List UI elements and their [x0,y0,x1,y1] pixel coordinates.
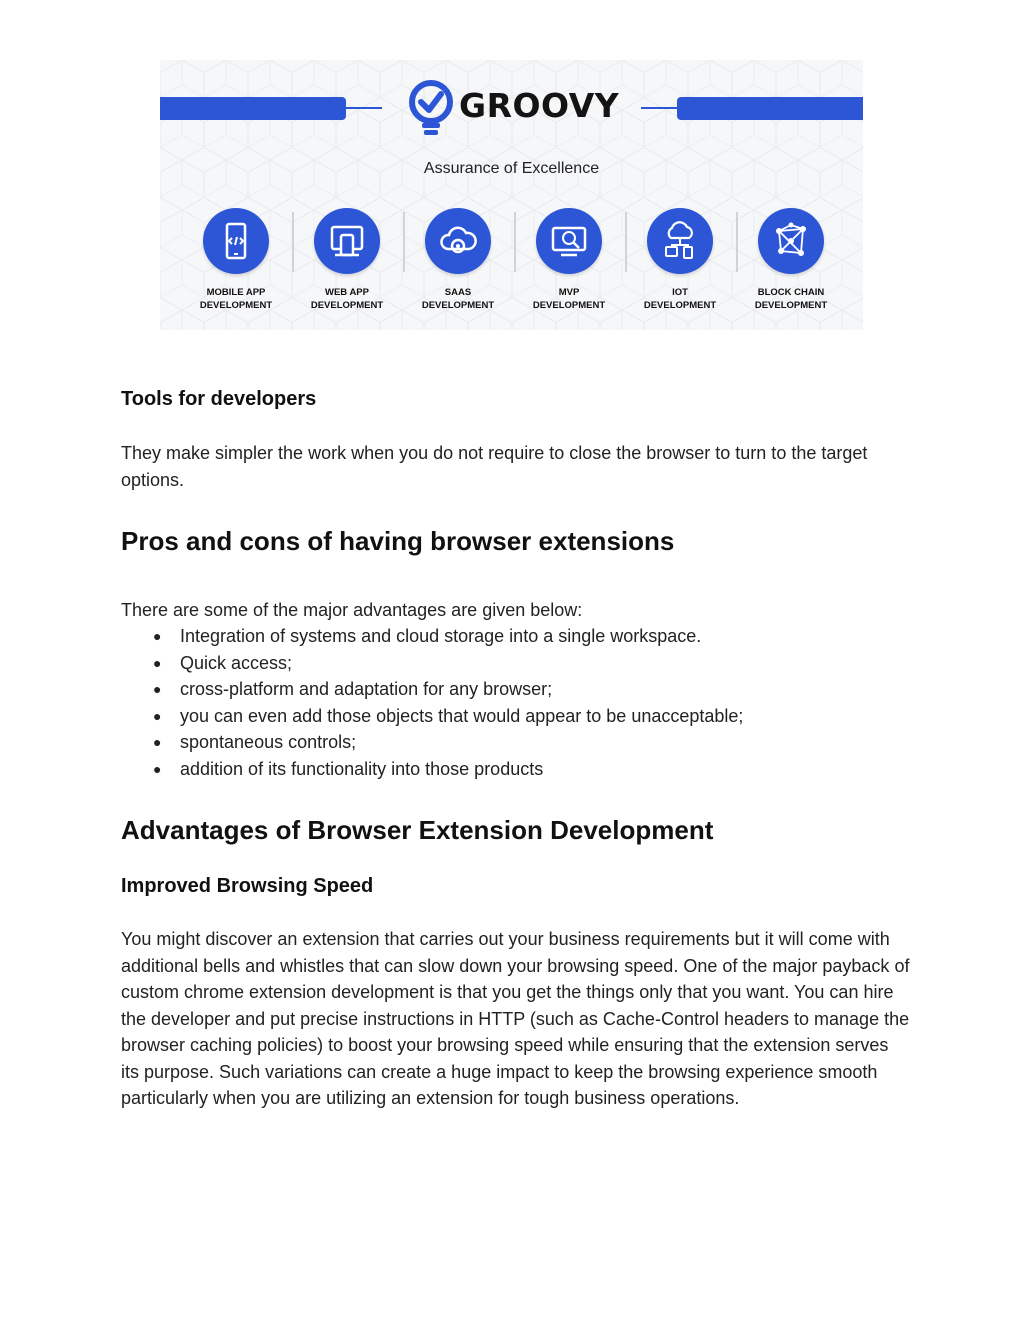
service-divider [736,212,738,272]
right-stripe-line [641,107,677,109]
lightbulb-check-icon [407,80,455,138]
service-web-app [301,208,393,312]
service-label: WEB APP DEVELOPMENT [310,287,384,311]
mobile-code-icon [216,221,256,261]
speed-paragraph: You might discover an extension that carries out your business requirements but it will come with additional bells and whistles that can slow down your browsing speed. One of the major payback of custom chrome extension development is that you get the things only that you want. You can hire the developer and put precise instructions in HTTP (such as Cache-Control headers to manage the browser caching policies) to boost your browsing speed while ensuring that the extension serves its purpose. Such variations can create a huge impact to keep the browsing experience smooth particularly when you are utilizing an extension for tough business operations. [121,929,910,1108]
right-stripe [677,97,863,120]
list-item: ● Integration of systems and cloud storage into a single workspace. [121,623,901,650]
bullet-icon: ● [153,654,162,671]
iot-cloud-icon [660,221,700,261]
bullet-icon: ● [153,734,162,750]
service-label: MOBILE APP DEVELOPMENT [199,287,273,311]
web-app-icon [327,221,367,261]
service-divider [403,212,405,272]
service-label: MVP DEVELOPMENT [532,287,606,311]
pros-intro: There are some of the major advantages are given below: [121,600,583,620]
service-mvp [523,208,615,312]
services-row [190,208,850,311]
service-divider [292,212,294,272]
service-icon-circle [425,208,491,274]
service-label: BLOCK CHAIN DEVELOPMENT [754,287,828,311]
list-item: ● Quick access; [121,650,901,677]
left-stripe-line [346,107,382,109]
speed-heading: Improved Browsing Speed [121,875,374,897]
list-item: ● you can even add those objects that would appear to be unacceptable; [121,703,901,730]
mvp-monitor-icon [549,221,589,261]
service-mobile-app [190,208,282,312]
bullet-icon: ● [153,707,162,724]
advantages-list [121,623,901,782]
service-icon-circle [758,208,824,274]
bullet-icon: ● [153,628,162,644]
list-item: ● spontaneous controls; [121,729,901,756]
service-blockchain [745,208,837,312]
tools-paragraph: They make simpler the work when you do not require to close the browser to turn to the target options. [121,443,868,490]
service-icon-circle [536,208,602,274]
tools-heading: Tools for developers [121,388,317,410]
tagline: Assurance of Excellence [423,160,600,177]
bullet-icon: ● [153,681,162,697]
pros-cons-heading: Pros and cons of having browser extensions [121,526,675,556]
service-icon-circle [647,208,713,274]
service-label: SAAS DEVELOPMENT [421,287,495,311]
list-item: ● cross-platform and adaptation for any browser; [121,676,901,703]
service-iot [634,208,726,312]
left-stripe [160,97,346,120]
list-item: ● addition of its functionality into those products [121,756,901,783]
logo-text: GROOVY [459,86,620,125]
advantages-heading: Advantages of Browser Extension Development [121,815,714,845]
cloud-gear-icon [438,221,478,261]
blockchain-network-icon [771,221,811,261]
service-divider [514,212,516,272]
service-icon-circle [314,208,380,274]
service-icon-circle [203,208,269,274]
groovy-logo [407,80,620,140]
service-divider [625,212,627,272]
bullet-icon: ● [153,760,162,777]
service-label: IOT DEVELOPMENT [643,287,717,311]
groovy-banner [160,60,863,330]
service-saas [412,208,504,312]
